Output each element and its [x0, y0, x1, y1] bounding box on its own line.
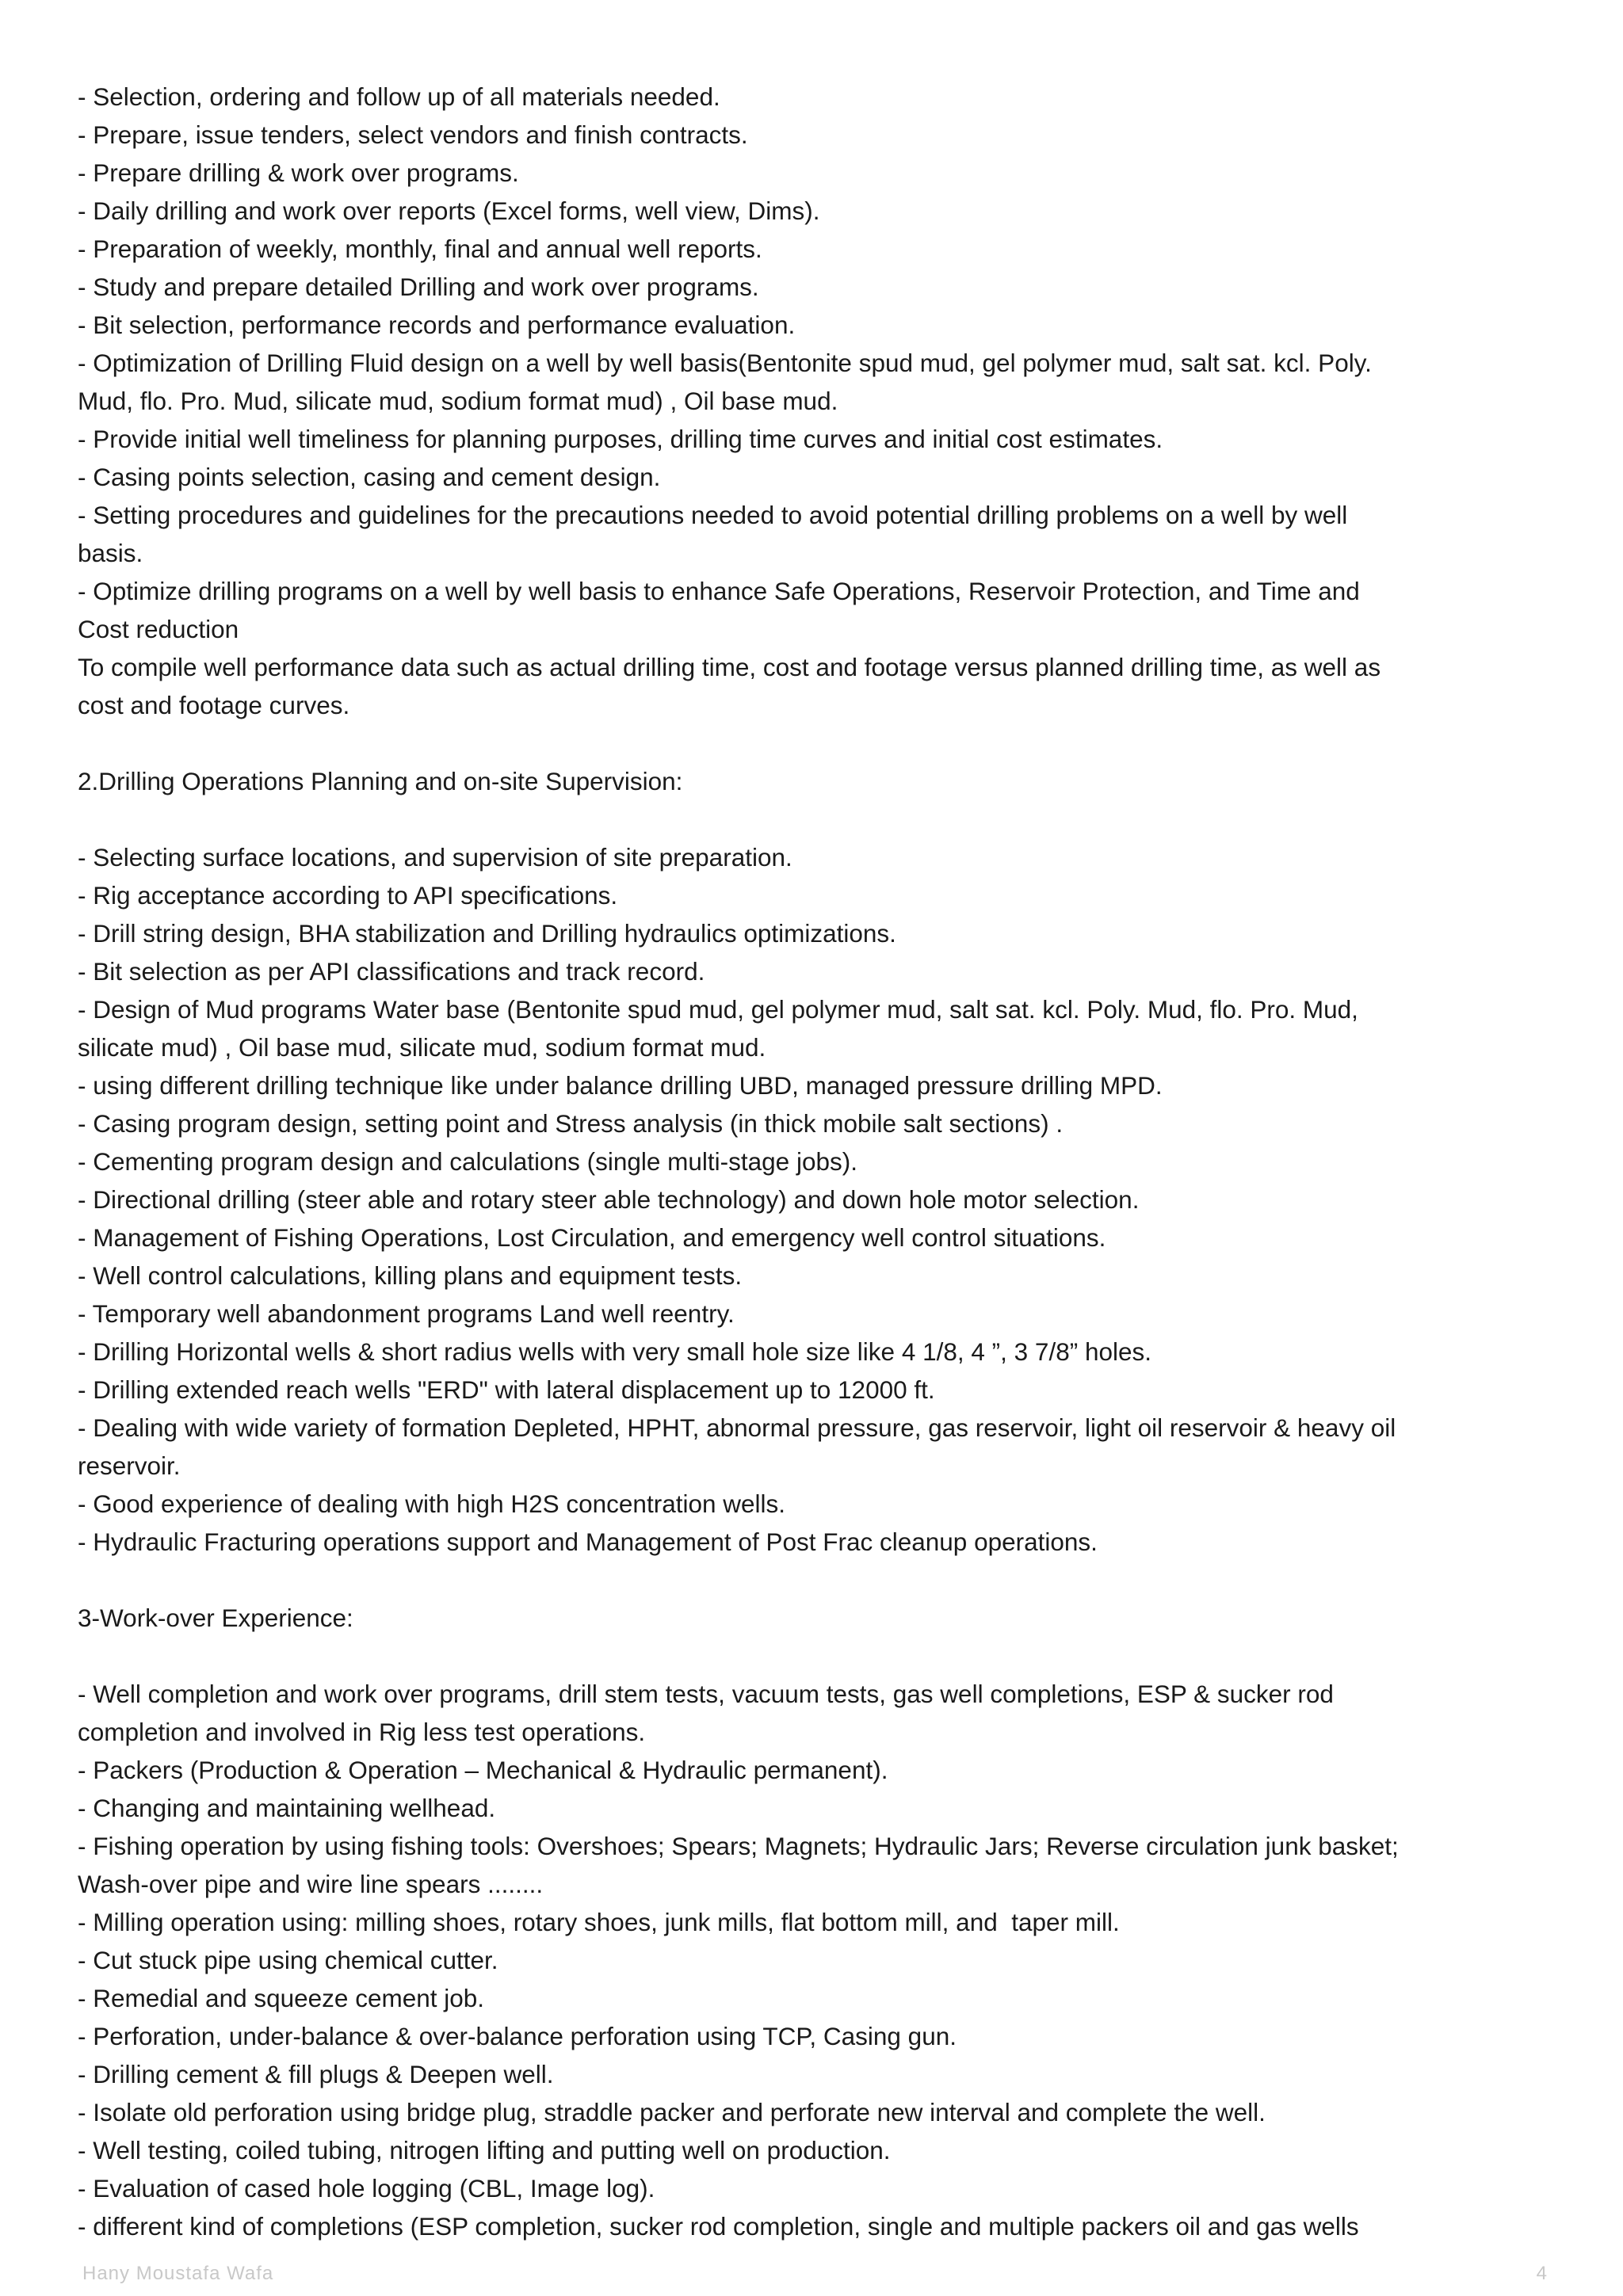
text-line: - different kind of completions (ESP completion, sucker rod completion, single and multiple packers oil and gas wells	[78, 2212, 1359, 2241]
text-line: - Optimize drilling programs on a well by well basis to enhance Safe Operations, Reservoir Protection, and Time and	[78, 577, 1360, 605]
blank-line	[78, 1561, 1568, 1599]
text-line: - Drilling cement & fill plugs & Deepen well.	[78, 2060, 554, 2088]
text-line: Wash-over pipe and wire line spears ........	[78, 1870, 544, 1898]
text-line: - Milling operation using: milling shoes, rotary shoes, junk mills, flat bottom mill, and taper mill.	[78, 1908, 1120, 1936]
text-line: - Packers (Production & Operation – Mechanical & Hydraulic permanent).	[78, 1756, 888, 1784]
footer-author: Hany Moustafa Wafa	[82, 2263, 274, 2284]
text-line: - Well testing, coiled tubing, nitrogen lifting and putting well on production.	[78, 2136, 891, 2164]
text-line: - Evaluation of cased hole logging (CBL, Image log).	[78, 2174, 655, 2203]
footer-page-number: 4	[1536, 2263, 1547, 2284]
text-line: - Casing points selection, casing and cement design.	[78, 463, 661, 491]
text-line: - Daily drilling and work over reports (Excel forms, well view, Dims).	[78, 196, 820, 225]
text-line: - Perforation, under-balance & over-balance perforation using TCP, Casing gun.	[78, 2022, 957, 2050]
text-line: - Cut stuck pipe using chemical cutter.	[78, 1946, 498, 1974]
text-line: - Preparation of weekly, monthly, final and annual well reports.	[78, 235, 762, 263]
blank-line	[78, 1637, 1568, 1675]
text-line: - Well control calculations, killing plans and equipment tests.	[78, 1261, 743, 1290]
text-line: - Optimization of Drilling Fluid design on a well by well basis(Bentonite spud mud, gel polymer mud, salt sat. kcl. Poly.	[78, 349, 1372, 377]
text-line: - Selecting surface locations, and supervision of site preparation.	[78, 843, 792, 871]
text-line: - Selection, ordering and follow up of all materials needed.	[78, 82, 720, 111]
text-line: reservoir.	[78, 1451, 181, 1480]
text-line: Mud, flo. Pro. Mud, silicate mud, sodium format mud) , Oil base mud.	[78, 387, 838, 415]
text-line: - Drilling Horizontal wells & short radius wells with very small hole size like 4 1/8, 4 ”, 3 7/8” holes.	[78, 1337, 1152, 1366]
text-line: - Remedial and squeeze cement job.	[78, 1984, 485, 2012]
text-line: - Directional drilling (steer able and rotary steer able technology) and down hole motor selection.	[78, 1185, 1140, 1214]
text-line: - Prepare, issue tenders, select vendors and finish contracts.	[78, 120, 748, 149]
text-line: - Casing program design, setting point and Stress analysis (in thick mobile salt sections) .	[78, 1109, 1064, 1138]
text-line: - Hydraulic Fracturing operations support and Management of Post Frac cleanup operations.	[78, 1527, 1098, 1556]
text-line: - Bit selection, performance records and performance evaluation.	[78, 311, 796, 339]
text-line: - Well completion and work over programs, drill stem tests, vacuum tests, gas well completions, ESP & sucker rod	[78, 1680, 1334, 1708]
text-line: - Drilling extended reach wells "ERD" with lateral displacement up to 12000 ft.	[78, 1375, 935, 1404]
text-line: - Study and prepare detailed Drilling and work over programs.	[78, 273, 759, 301]
text-line: - Rig acceptance according to API specifications.	[78, 881, 618, 910]
text-line: completion and involved in Rig less test operations.	[78, 1718, 646, 1746]
text-line: - Good experience of dealing with high H2S concentration wells.	[78, 1489, 786, 1518]
text-line: - Prepare drilling & work over programs.	[78, 158, 519, 187]
blank-line	[78, 800, 1568, 838]
text-line: 2.Drilling Operations Planning and on-site Supervision:	[78, 767, 683, 795]
text-line: - Temporary well abandonment programs Land well reentry.	[78, 1299, 735, 1328]
page-body-text	[78, 78, 1568, 2245]
text-line: - Provide initial well timeliness for planning purposes, drilling time curves and initial cost estimates.	[78, 425, 1163, 453]
text-line: - Design of Mud programs Water base (Bentonite spud mud, gel polymer mud, salt sat. kcl. Poly. Mud, flo. Pro. Mud,	[78, 995, 1358, 1024]
text-line: - Setting procedures and guidelines for the precautions needed to avoid potential drilling problems on a well by well	[78, 501, 1348, 529]
text-line: - Cementing program design and calculations (single multi-stage jobs).	[78, 1147, 857, 1176]
text-line: - Dealing with wide variety of formation Depleted, HPHT, abnormal pressure, gas reservoir, light oil reservoir & heavy oil	[78, 1413, 1396, 1442]
text-line: - Management of Fishing Operations, Lost Circulation, and emergency well control situations.	[78, 1223, 1106, 1252]
text-line: Cost reduction	[78, 615, 239, 643]
text-line: basis.	[78, 539, 143, 567]
text-line: - Fishing operation by using fishing tools: Overshoes; Spears; Magnets; Hydraulic Jars; Reverse circulation junk basket;	[78, 1832, 1399, 1860]
text-line: 3-Work-over Experience:	[78, 1604, 353, 1632]
text-line: - using different drilling technique like under balance drilling UBD, managed pressure drilling MPD.	[78, 1071, 1163, 1100]
text-line: - Drill string design, BHA stabilization and Drilling hydraulics optimizations.	[78, 919, 896, 948]
text-line: - Isolate old perforation using bridge plug, straddle packer and perforate new interval and complete the well.	[78, 2098, 1266, 2126]
blank-line	[78, 724, 1568, 762]
text-line: silicate mud) , Oil base mud, silicate mud, sodium format mud.	[78, 1033, 766, 1062]
text-line: - Bit selection as per API classifications and track record.	[78, 957, 705, 986]
text-line: - Changing and maintaining wellhead.	[78, 1794, 496, 1822]
text-line: cost and footage curves.	[78, 691, 350, 719]
text-line: To compile well performance data such as actual drilling time, cost and footage versus planned drilling time, as well as	[78, 653, 1381, 681]
